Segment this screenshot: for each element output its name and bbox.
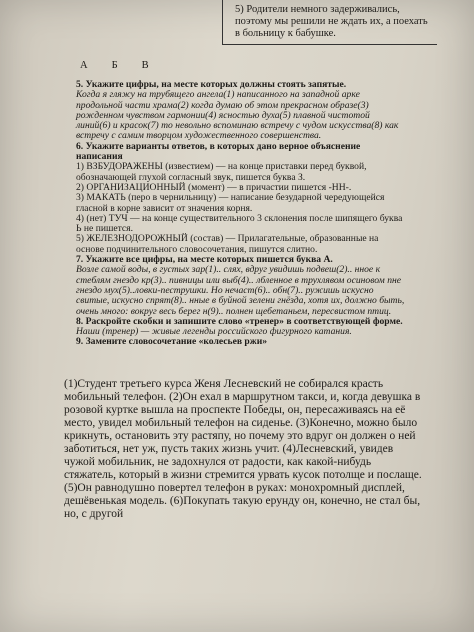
task9-lead: 9. Замените словосочетание « — [76, 336, 204, 348]
task6-item: 1) ВЗБУДОРАЖЕНЫ (известием) — на конце приставки перед буквой, обозначающей глухой согласный звук, пишется буква З. — [76, 161, 367, 183]
task6-item: 5) ЖЕЛЕЗНОДОРОЖНЫЙ (состав) — Прилагательные, образованные на основе подчинительного словосочетания, пишутся слитно. — [76, 233, 379, 255]
letter-v: В — [141, 60, 149, 71]
task6-item: 4) (нет) ТУЧ — на конце существительного 3 склонения после шипящего буква Ь не пишется. — [76, 212, 403, 235]
task7-title: 7. Укажите все цифры, на месте которых пишется буква А. — [76, 254, 333, 266]
task7-body: Возле самой воды, в густых зар(1).. слях, вдруг увидишь подвеш(2).. нное к стеблям гнездо кр(3).. пивницы или выб(4).. лбленное в трухлявом осиновом пне гнездо мух(5)..ловки-пеструшки. Но нечаст(6).. обн(7).. ружишь искусно свитые, искусно спрят(8).. нные в буйной зелени гнёзда, хотя их, должно быть, очень много: вокруг весь берег н(9).. полнен щебетаньем, пересвистом птиц. — [76, 264, 405, 317]
passage-text: (1)Студент третьего курса Женя Лесневский не собирался красть мобильный телефон. (2)Он ехал в маршрутном такси, и, когда девушка в розовой куртке вышла на проспекте Победы, он, пересаживаясь на её место, увидел мобильный телефон на сиденье. (3)Конечно, можно было крикнуть, остановить эту растяпу, но почему это вдруг он должен о ней заботиться, нет уж, пусть таких жизнь учит. (4)Лесневский, увидев чужой мобильник, не задохнулся от радости, как какой-нибудь стяжатель, который в жизни стремится урвать кусок потолще и послаще. (5)Он равнодушно повертел телефон в руках: монохромный дисплей, дешёвенькая модель. (6)Покупать такую ерунду он, конечно, не стал бы, но, с другой — [64, 378, 422, 520]
letter-b: Б — [111, 60, 118, 71]
task9-keyword: колесьев ржи — [203, 336, 263, 348]
task5-lead: 5. Укажите цифры, на месте которых должны стоять — [76, 79, 309, 90]
task8-example: Наши (тренер) — живые легенды российского фигурного катания. — [76, 326, 352, 338]
letter-a: А — [80, 60, 88, 71]
task6-title: 6. Укажите варианты ответов, в которых дано верное объяснение написания — [76, 140, 361, 163]
reading-passage — [64, 378, 424, 521]
task9-title — [76, 337, 406, 347]
task5-keyword: запятые — [308, 79, 344, 90]
task8-keyword: тренер — [249, 315, 280, 327]
tasks-block — [76, 80, 406, 348]
task6-item: 3) МАКАТЬ (перо в чернильницу) — написание безударной чередующейся гласной в корне зависит от значения корня. — [76, 192, 385, 214]
task5-tail: . — [343, 79, 347, 90]
task9-tail: » — [262, 336, 268, 348]
task8-tail: » в соответствующей форме. — [279, 315, 403, 327]
answer-table-cell — [222, 0, 437, 45]
table-cell-text: 5) Родители немного задерживались, поэтому мы решили не ждать их, а поехать в больницу к бабушке. — [235, 4, 428, 39]
task8-lead: 8. Раскройте скобки и запишите слово « — [76, 315, 250, 327]
task5-body: Когда я гляжу на трубящего ангела(1) написанного на западной арке продольной части храма(2) когда думаю об этом прекрасном образе(3) рожденном чувством гармонии(4) ясностью духа(5) плавной чистотой линий(6) и красок(7) то невольно вспоминаю встречу с чудом искусства(8) как встречу с самим творцом художественного совершенства. — [76, 89, 399, 142]
task6-item: 2) ОРГАНИЗАЦИОННЫЙ (момент) — в причастии пишется -НН-. — [76, 181, 352, 193]
answer-letters — [80, 60, 149, 71]
